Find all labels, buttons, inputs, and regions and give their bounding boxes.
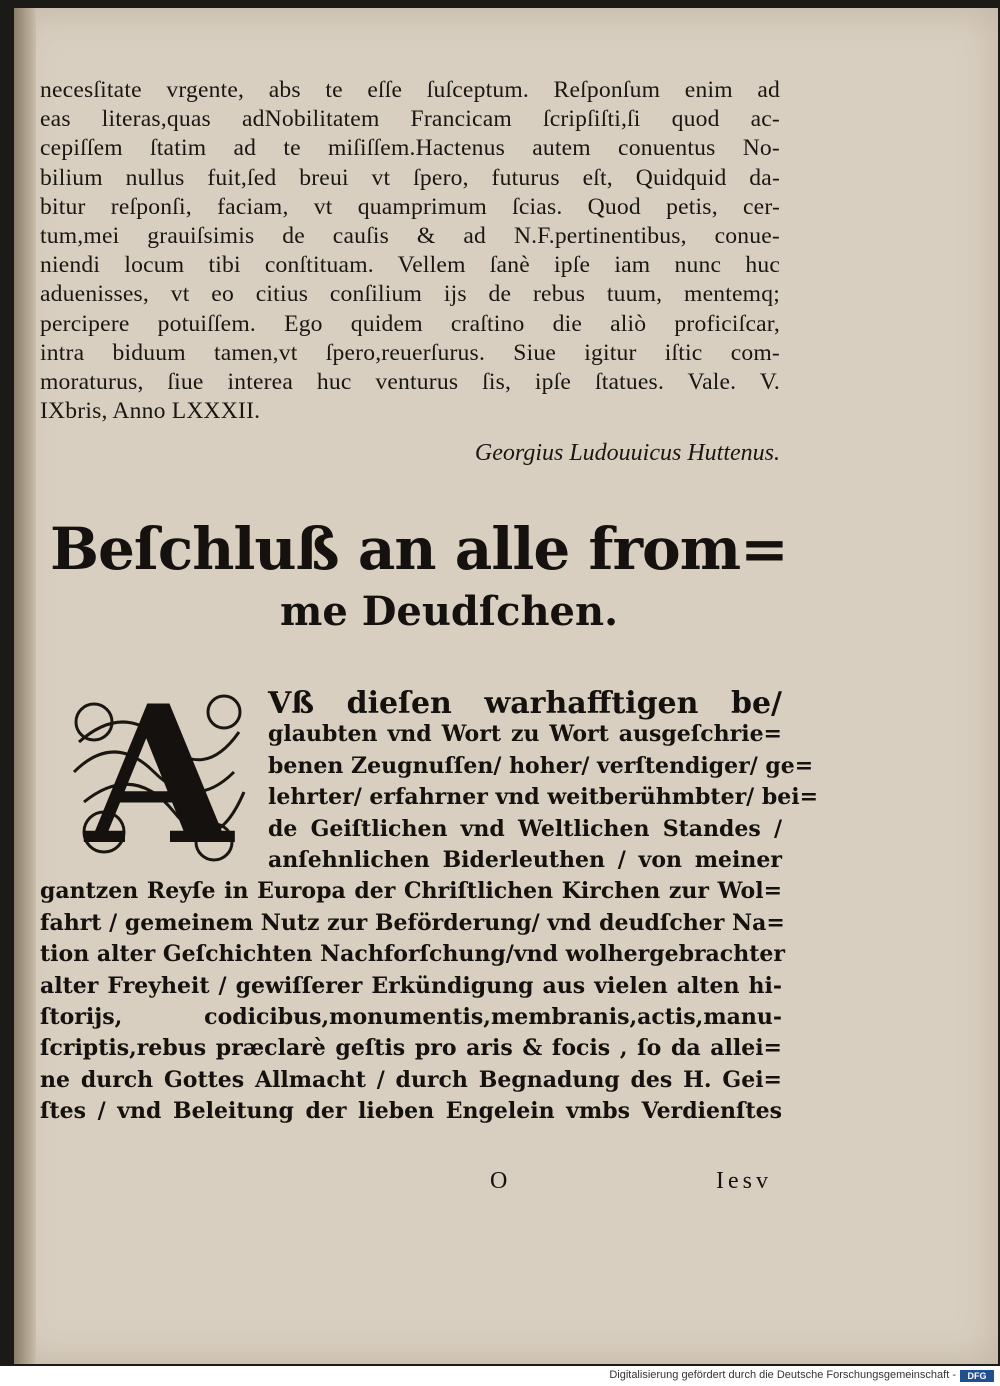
text-line: fahrt / gemeinem Nutz zur Beförderung/ vnd deudſcher Na= bbox=[40, 909, 785, 936]
german-paragraph bbox=[40, 686, 819, 1128]
text-line: ne durch Gottes Allmacht / durch Begnadung des H. Gei= bbox=[40, 1066, 782, 1093]
heading-line-1: Beſchluß an alle from= bbox=[50, 515, 788, 583]
funding-notice: Digitalisierung gefördert durch die Deutsche Forschungsgemeinschaft - bbox=[609, 1369, 956, 1381]
text-line: IXbris, Anno LXXXII. bbox=[40, 398, 261, 425]
text-line: ſcriptis,rebus præclarè geſtis pro aris & focis , ſo da allei= bbox=[40, 1035, 782, 1062]
heading-line-2: me Deudſchen. bbox=[280, 588, 618, 635]
text-line: de Geiſtlichen vnd Weltlichen Standes / bbox=[268, 815, 782, 842]
text-line: aduenisses, vt eo citius conſilium ijs de rebus tuum, mentemq; bbox=[40, 281, 780, 308]
text-line: cepiſſem ſtatim ad te miſiſſem.Hactenus autem conuentus No- bbox=[40, 135, 780, 162]
text-line: niendi locum tibi conſtituam. Vellem ſanè ipſe iam nunc huc bbox=[40, 252, 780, 279]
dfg-logo-icon[interactable]: DFG bbox=[960, 1370, 994, 1382]
text-line: ſtorijs, codicibus,monumentis,membranis,actis,manu- bbox=[40, 1004, 782, 1031]
text-line: bilium nullus fuit,ſed breui vt ſpero, futurus eſt, Quidquid da- bbox=[40, 164, 780, 191]
text-line: lehrter/ erfahrner vnd weitberühmbter/ bei= bbox=[268, 784, 819, 811]
text-line: tion alter Geſchichten Nachforſchung/vnd wolhergebrachter bbox=[40, 941, 785, 968]
text-line: bitur reſponſi, faciam, vt quamprimum ſcias. Quod petis, cer- bbox=[40, 193, 780, 220]
text-line: intra biduum tamen,vt ſpero,reuerſurus. Siue igitur iſtic com- bbox=[40, 339, 780, 366]
text-line: ſtes / vnd Beleitung der lieben Engelein vmbs Verdienſtes bbox=[40, 1098, 782, 1125]
text-line: eas literas,quas adNobilitatem Francicam ſcripſiſti,ſi quod ac- bbox=[40, 106, 780, 133]
text-line: necesſitate vrgente, abs te eſſe ſuſceptum. Reſponſum enim ad bbox=[40, 77, 780, 103]
text-line: tum,mei grauiſsimis de cauſis & ad N.F.pertinentibus, conue- bbox=[40, 223, 780, 250]
text-line: anſehnlichen Biderleuthen / von meiner bbox=[268, 847, 782, 874]
signature-mark: O bbox=[490, 1168, 508, 1194]
page-foot-line bbox=[40, 1168, 782, 1198]
letter-signature: Georgius Ludouuicus Huttenus. bbox=[474, 440, 780, 466]
text-line: glaubten vnd Wort zu Wort ausgeſchrie= bbox=[268, 721, 782, 748]
text-line: alter Freyheit / gewiſſerer Erkündigung aus vielen alten hi- bbox=[40, 972, 782, 999]
initial-letter-glyph: A bbox=[85, 672, 233, 882]
catchword: Iesv bbox=[716, 1168, 772, 1194]
text-line: benen Zeugnuſſen/ hoher/ verſtendiger/ ge= bbox=[268, 752, 814, 779]
text-line: gantzen Reyſe in Europa der Chriſtlichen Kirchen zur Wol= bbox=[40, 878, 782, 905]
section-heading bbox=[50, 510, 790, 636]
text-line: Vß dieſen warhafftigen be/ bbox=[268, 686, 782, 721]
text-line: percipere potuiſſem. Ego quidem craſtino die aliò proficiſcar, bbox=[40, 310, 780, 337]
text-line: moraturus, ſiue interea huc venturus ſis, ipſe ſtatues. Vale. V. bbox=[40, 369, 780, 396]
digitization-footer bbox=[0, 1366, 1000, 1386]
latin-letter-paragraph bbox=[40, 76, 780, 426]
page-binding-edge bbox=[14, 8, 36, 1364]
